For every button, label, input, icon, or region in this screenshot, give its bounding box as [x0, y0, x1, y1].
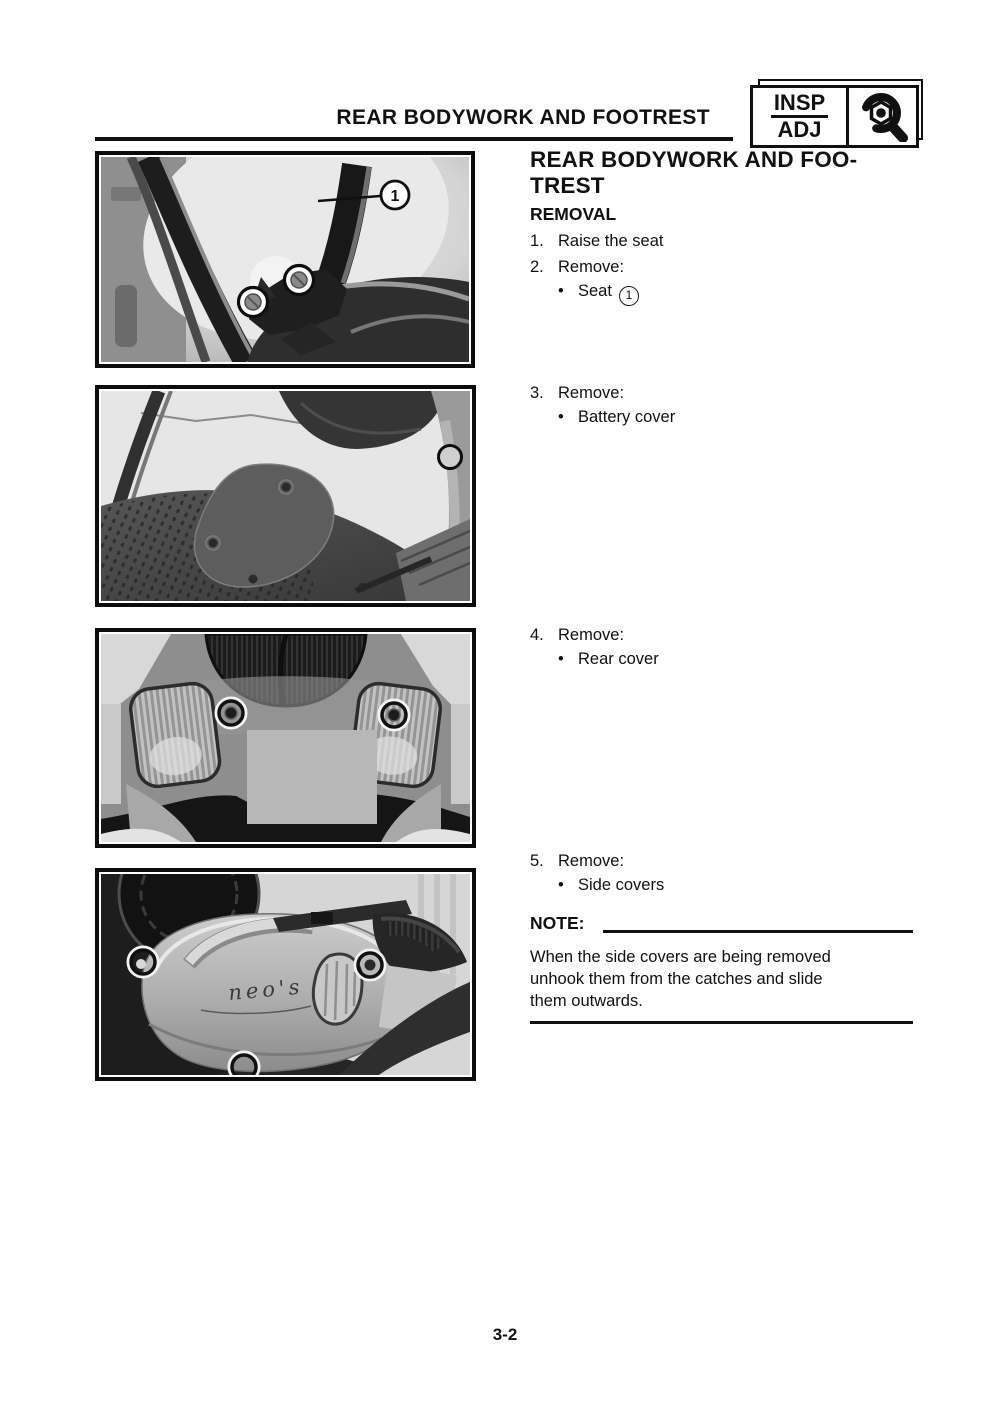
step-2-number: 2. — [530, 258, 544, 276]
step-1-text: Raise the seat — [558, 232, 664, 250]
note-line-2: unhook them from the catches and slide — [530, 970, 823, 988]
note-paragraph — [530, 946, 831, 1012]
wrench-nut-icon — [857, 92, 909, 142]
step-1-number: 1. — [530, 232, 544, 250]
note-rule-top — [603, 930, 913, 933]
page-number: 3-2 — [492, 1325, 518, 1344]
battery-cover-photo-illustration — [101, 391, 470, 601]
bullet-icon: • — [558, 282, 564, 300]
note-rule-bottom — [530, 1021, 913, 1024]
bullet-icon: • — [558, 408, 564, 426]
badge-labels — [753, 88, 849, 145]
title-rule — [95, 137, 733, 141]
figure-side-covers — [95, 868, 476, 1081]
step-5-number: 5. — [530, 852, 544, 870]
step-5-bullet-text: Side covers — [578, 876, 665, 894]
step-3-bullet-text: Battery cover — [578, 408, 676, 426]
seat-photo-illustration — [101, 157, 469, 362]
note-line-3: them outwards. — [530, 992, 643, 1010]
note-line-1: When the side covers are being removed — [530, 948, 831, 966]
blanked-license-plate — [247, 730, 377, 824]
badge-icon-cell — [849, 88, 916, 145]
step-5 — [530, 851, 664, 896]
battery-cover-marker — [439, 446, 462, 469]
note-label: NOTE: — [530, 913, 585, 933]
figure-battery-cover — [95, 385, 476, 607]
step-2-text: Remove: — [558, 258, 625, 276]
side-covers-photo-illustration — [101, 874, 470, 1075]
figure-seat-removal — [95, 151, 475, 368]
section-heading-line2: TREST — [530, 173, 605, 198]
section-heading — [530, 147, 857, 199]
step-2 — [530, 257, 639, 303]
figure-rear-cover — [95, 628, 476, 848]
step-4 — [530, 625, 659, 670]
figure1-callout-number: 1 — [390, 188, 400, 205]
step-3-number: 3. — [530, 384, 544, 402]
step-3-text: Remove: — [558, 384, 625, 402]
page-title: REAR BODYWORK AND FOOTREST — [336, 106, 710, 129]
badge-insp-label: INSP — [771, 91, 828, 118]
rear-cover-photo-illustration — [101, 634, 470, 842]
step-4-number: 4. — [530, 626, 544, 644]
badge-adj-label: ADJ — [777, 117, 822, 142]
step-2-bullet-text: Seat — [578, 282, 612, 300]
seat-bolt-marker-2 — [239, 288, 268, 317]
step-1 — [530, 231, 663, 252]
section-heading-line1: REAR BODYWORK AND FOO- — [530, 147, 858, 172]
step-2-callout-number: 1 — [619, 286, 639, 306]
step-5-text: Remove: — [558, 852, 625, 870]
seat-bolt-marker-1 — [285, 266, 314, 295]
step-3 — [530, 383, 675, 428]
insp-adj-badge — [750, 85, 919, 148]
removal-subheading: REMOVAL — [530, 204, 617, 224]
bullet-icon: • — [558, 876, 564, 894]
neos-logo: neo's — [227, 974, 305, 1005]
left-turn-signal — [128, 681, 221, 788]
bullet-icon: • — [558, 650, 564, 668]
step-4-text: Remove: — [558, 626, 625, 644]
step-4-bullet-text: Rear cover — [578, 650, 659, 668]
